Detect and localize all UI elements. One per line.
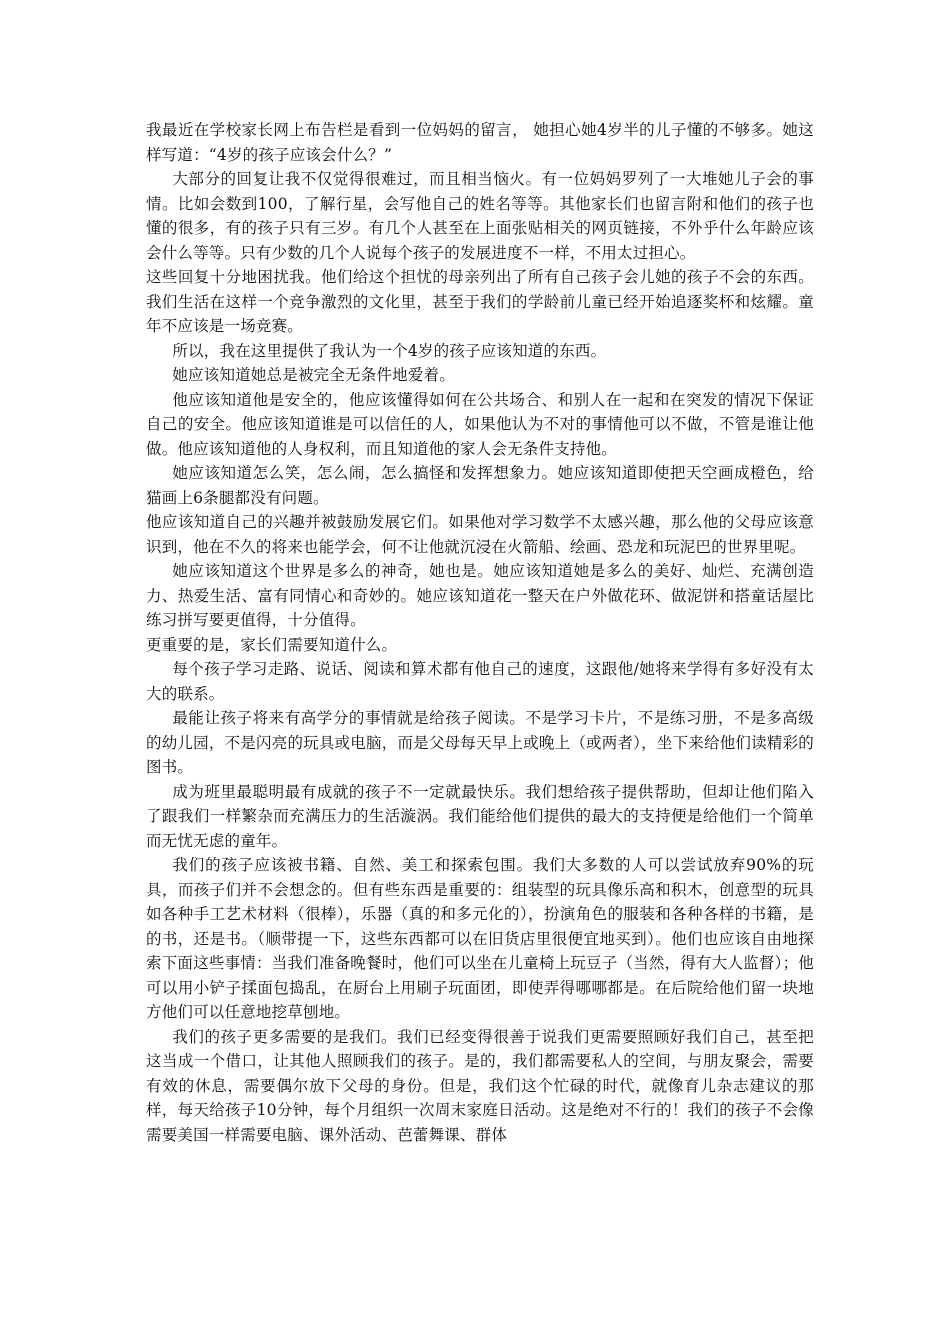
paragraph-parents-know: 更重要的是，家长们需要知道什么。: [146, 635, 398, 654]
paragraph-need-us: 我们的孩子更多需要的是我们。我们已经变得很善于说我们更需要照顾好我们自己，甚至把这当成一个借口，让其他人照顾我们的孩子。是的，我们都需要私人的空间，与朋友聚会，需要有效的休息，需要偶尔放下父母的身份。但是，我们这个忙碌的时代，就像育儿杂志建议的那样，每天给孩子10分钟，每个月组织一次周末家庭日活动。这是绝对不行的！我们的孩子不会像需要美国一样需要电脑、课外活动、芭蕾舞课、群体: [146, 1027, 814, 1144]
paragraph-laugh: 她应该知道怎么笑，怎么闹，怎么搞怪和发挥想象力。她应该知道即使把天空画成橙色，给猫画上6条腿都没有问题。: [146, 464, 814, 507]
paragraph-wonderful: 她应该知道这个世界是多么的神奇，她也是。她应该知道她是多么的美好、灿烂、充满创造力、热爱生活、富有同情心和奇妙的。她应该知道花一整天在户外做花环、做泥饼和搭童话屋比练习拼写要更值得，十分值得。: [146, 562, 814, 629]
paragraph-happiest: 成为班里最聪明最有成就的孩子不一定就最快乐。我们想给孩子提供帮助，但却让他们陷入了跟我们一样繁杂而充满压力的生活漩涡。我们能给他们提供的最大的支持便是给他们一个简单而无忧无虑的童年。: [146, 782, 814, 850]
paragraph-troubled: 这些回复十分地困扰我。他们给这个担忧的母亲列出了所有自己孩子会儿她的孩子不会的东西。我们生活在这样一个竞争激烈的文化里，甚至于我们的学龄前儿童已经开始追逐奖杯和炫耀。童年不应该是一场竞赛。: [146, 268, 814, 335]
paragraph-offer: 所以，我在这里提供了我认为一个4岁的孩子应该知道的东西。: [172, 341, 607, 360]
paragraph-intro: 我最近在学校家长网上布告栏是看到一位妈妈的留言， 她担心她4岁半的儿子懂的不够多。她这样写道：“4岁的孩子应该会什么？”: [146, 121, 814, 164]
paragraph-safe: 他应该知道他是安全的，他应该懂得如何在公共场合、和别人在一起和在突发的情况下保证自己的安全。他应该知道谁是可以信任的人，如果他认为不对的事情他可以不做，不管是谁让他做。他应该知道他的人身权利，而且知道他的家人会无条件支持他。: [146, 390, 814, 458]
document-body: [146, 118, 814, 1147]
paragraph-replies: 大部分的回复让我不仅觉得很难过，而且相当恼火。有一位妈妈罗列了一大堆她儿子会的事情。比如会数到100，了解行星，会写他自己的姓名等等。其他家长们也留言附和他们的孩子也懂的很多，有的孩子只有三岁。有几个人甚至在上面张贴相关的网页链接，不外乎什么年龄应该会什么等等。只有少数的几个人说每个孩子的发展进度不一样，不用太过担心。: [146, 170, 814, 262]
paragraph-surrounded: 我们的孩子应该被书籍、自然、美工和探索包围。我们大多数的人可以尝试放弃90%的玩具，而孩子们并不会想念的。但有些东西是重要的：组装型的玩具像乐高和积木，创意型的玩具如各种手工艺术材料（很棒），乐器（真的和多元化的），扮演角色的服装和各种各样的书籍，是的书，还是书。（顺带提一下，这些东西都可以在旧货店里很便宜地买到）。他们也应该自由地探索下面这些事情：当我们准备晚餐时，他们可以坐在儿童椅上玩豆子（当然，得有大人监督）；他可以用小铲子揉面包捣乱，在厨台上用刷子玩面团，即使弄得哪哪都是。在后院给他们留一块地方他们可以任意地挖草刨地。: [146, 856, 814, 1021]
paragraph-reading: 最能让孩子将来有高学分的事情就是给孩子阅读。不是学习卡片，不是练习册，不是多高级的幼儿园，不是闪亮的玩具或电脑，而是父母每天早上或晚上（或两者），坐下来给他们读精彩的图书。: [146, 709, 814, 776]
paragraph-loved: 她应该知道她总是被完全无条件地爱着。: [172, 366, 455, 384]
paragraph-own-pace: 每个孩子学习走路、说话、阅读和算术都有他自己的速度，这跟他/她将来学得有多好没有太大的联系。: [146, 660, 814, 703]
paragraph-interests: 他应该知道自己的兴趣并被鼓励发展它们。如果他对学习数学不太感兴趣，那么他的父母应该意识到，他在不久的将来也能学会，何不让他就沉浸在火箭船、绘画、恐龙和玩泥巴的世界里呢。: [146, 513, 814, 556]
